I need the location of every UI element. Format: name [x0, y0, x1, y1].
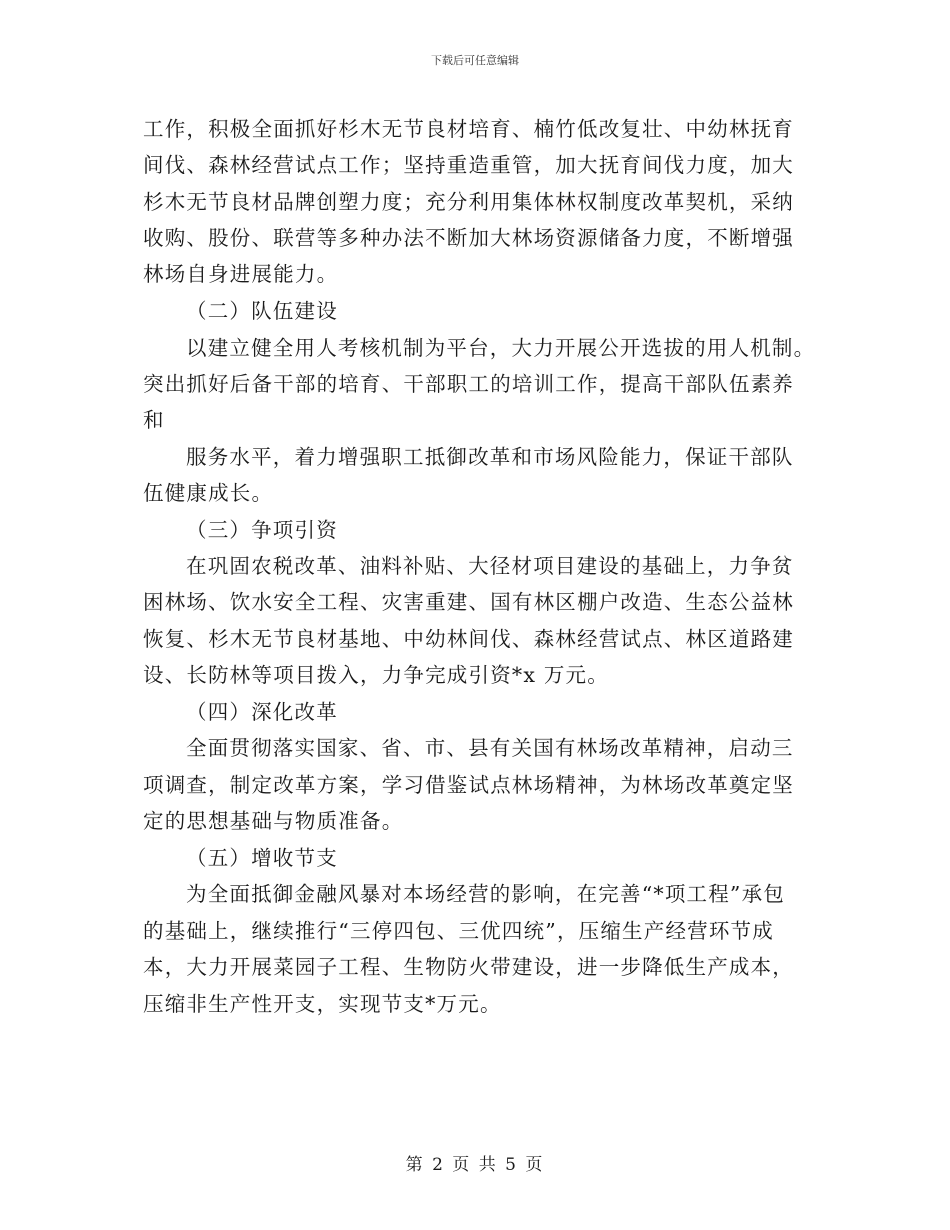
body-line: 林场自身进展能力。	[143, 262, 339, 286]
body-line: 恢复、杉木无节良材基地、中幼林间伐、森林经营试点、林区道路建	[143, 627, 794, 651]
body-line: 工作，积极全面抓好杉木无节良材培育、楠竹低改复壮、中幼林抚育	[143, 117, 794, 141]
page-number: 第 2 页 共 5 页	[405, 1155, 545, 1175]
body-line: 在巩固农税改革、油料补贴、大径材项目建设的基础上，力争贫	[186, 554, 794, 578]
body-line: 杉木无节良材品牌创塑力度；充分利用集体林权制度改革契机，采纳	[143, 190, 794, 214]
body-line: 伍健康成长。	[143, 481, 274, 505]
page-header: 下载后可任意编辑	[431, 54, 519, 67]
section-heading: （四）深化改革	[186, 700, 338, 724]
section-heading: （三）争项引资	[186, 518, 338, 542]
body-line: 为全面抵御金融风暴对本场经营的影响，在完善“*项工程”承包	[186, 882, 786, 906]
body-line: 全面贯彻落实国家、省、市、县有关国有林场改革精神，启动三	[186, 736, 794, 760]
section-heading: （二）队伍建设	[186, 299, 338, 323]
body-line: 以建立健全用人考核机制为平台，大力开展公开选拔的用人机制。	[186, 336, 816, 360]
body-line: 的基础上，继续推行“三停四包、三优四统”，压缩生产经营环节成	[143, 919, 774, 943]
body-line: 困林场、饮水安全工程、灾害重建、国有林区棚户改造、生态公益林	[143, 590, 794, 614]
body-line: 服务水平，着力增强职工抵御改革和市场风险能力，保证干部队	[186, 445, 794, 469]
body-line: 本，大力开展菜园子工程、生物防火带建设，进一步降低生产成本，	[143, 955, 794, 979]
body-line: 压缩非生产性开支，实现节支*万元。	[143, 992, 502, 1016]
body-line: 和	[143, 408, 165, 432]
section-heading: （五）增收节支	[186, 846, 338, 870]
body-line: 设、长防林等项目拨入，力争完成引资*x 万元。	[143, 663, 609, 687]
body-line: 项调查，制定改革方案，学习借鉴试点林场精神，为林场改革奠定坚	[143, 773, 794, 797]
body-line: 突出抓好后备干部的培育、干部职工的培训工作，提高干部队伍素养	[143, 372, 794, 396]
body-line: 间伐、森林经营试点工作；坚持重造重管，加大抚育间伐力度，加大	[143, 153, 794, 177]
body-line: 定的思想基础与物质准备。	[143, 809, 404, 833]
body-line: 收购、股份、联营等多种办法不断加大林场资源储备力度，不断增强	[143, 226, 794, 250]
